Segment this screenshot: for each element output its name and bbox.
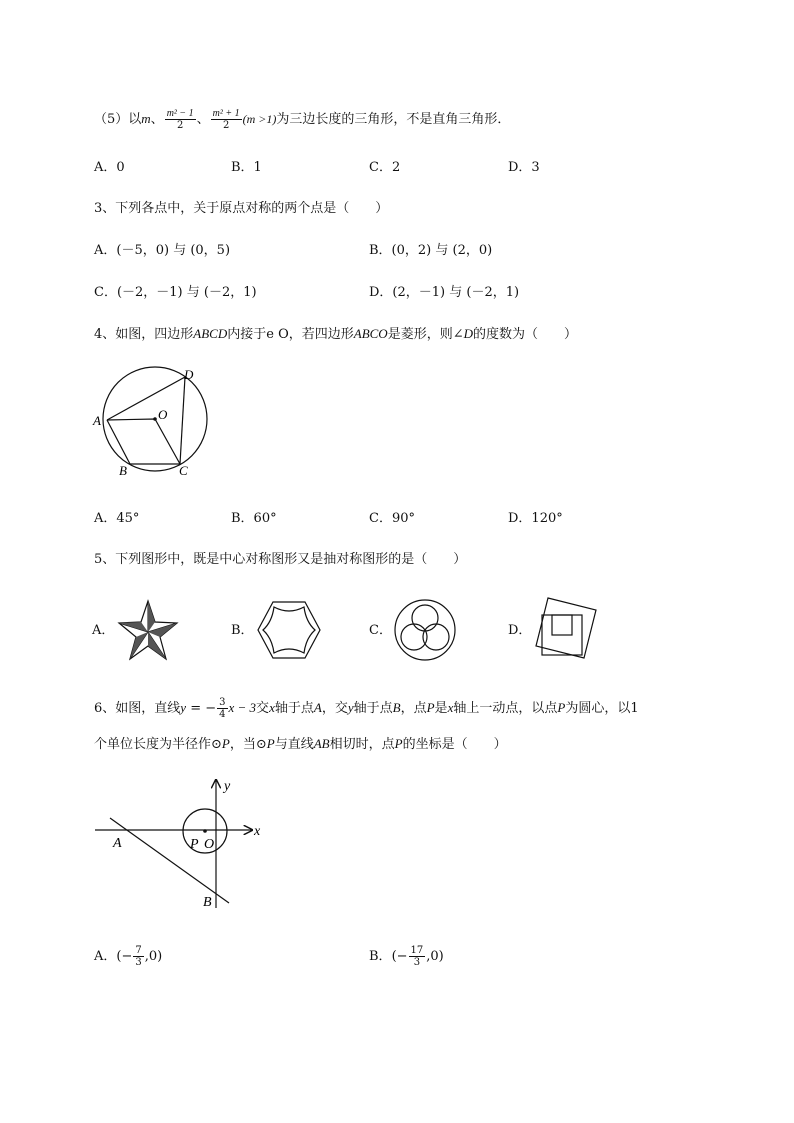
label-o: O xyxy=(158,407,168,422)
option-b-fraction xyxy=(409,945,426,968)
q6-text: 个单位长度为半径作⊙ xyxy=(94,737,222,752)
option-label: B． xyxy=(369,949,392,964)
point-p: P xyxy=(426,700,435,715)
q4-stem-part: 是菱形，则 xyxy=(387,327,453,342)
hexagon-figure[interactable] xyxy=(256,600,322,660)
q4-stem-part: ，若四边形 xyxy=(288,327,354,342)
q5-option-d-label[interactable]: D． xyxy=(508,623,532,638)
segment-dc xyxy=(180,377,185,464)
eq-y: y xyxy=(180,700,187,715)
label-c: C xyxy=(179,463,188,478)
paren-close: ,0) xyxy=(426,949,444,964)
point-a: A xyxy=(313,700,322,715)
q6-text: ，交 xyxy=(321,701,348,716)
q6-text: 轴于点 xyxy=(353,701,393,716)
var-y: y xyxy=(347,700,354,715)
q3-stem: 3、下列各点中，关于原点对称的两个点是（ ） xyxy=(94,201,389,216)
q3-option-a[interactable]: A．(－5，0) 与 (0，5) xyxy=(94,243,231,258)
point-p: P xyxy=(266,736,275,751)
label-x: x xyxy=(254,824,261,839)
q5-option-a-label[interactable]: A． xyxy=(92,623,115,638)
fraction-2 xyxy=(211,108,242,131)
q6-text: 轴于点 xyxy=(274,701,314,716)
segment-ad xyxy=(107,377,185,420)
q4-option-a[interactable]: A．45° xyxy=(94,511,140,526)
q6-text: 的坐标是（ ） xyxy=(402,737,507,752)
q2-option-a[interactable]: A．0 xyxy=(94,160,125,175)
circle-o: e O xyxy=(266,327,289,342)
paren-open: (− xyxy=(391,949,408,964)
q3-option-d[interactable]: D．(2，－1) 与 (－2，1) xyxy=(369,285,520,300)
q5-option-b-label[interactable]: B． xyxy=(231,623,254,638)
point-p: P xyxy=(394,736,403,751)
q6-text: 交 xyxy=(256,701,270,716)
option-a-fraction xyxy=(133,945,143,968)
q4-stem-part: 内接于 xyxy=(227,327,267,342)
point-b: B xyxy=(392,700,401,715)
q6-text: 轴上一动点，以点 xyxy=(453,701,558,716)
rhombus-abco xyxy=(107,419,180,464)
q4-circle-figure xyxy=(90,365,220,480)
q6-text: 为圆心，以1 xyxy=(565,701,639,716)
label-p: P xyxy=(190,837,199,852)
eq-numerator: 3 xyxy=(219,697,226,708)
fraction-1 xyxy=(165,108,196,131)
q3-option-b[interactable]: B．(0，2) 与 (2，0) xyxy=(369,243,493,258)
q6-coordinate-figure xyxy=(90,776,280,912)
q6-text: 6、如图，直线 xyxy=(94,701,181,716)
separator: 、 xyxy=(196,112,210,127)
label-b: B xyxy=(203,895,212,910)
eq-rest: x − 3 xyxy=(228,700,257,715)
quad-abco: ABCO xyxy=(353,326,388,341)
q6-stem-line2 xyxy=(94,735,507,754)
center-dot xyxy=(153,417,157,421)
label-d: D xyxy=(184,367,194,382)
numerator: 17 xyxy=(410,945,424,956)
q6-text: 与直线 xyxy=(274,737,314,752)
denominator: 3 xyxy=(135,957,142,968)
numerator: 7 xyxy=(135,945,142,956)
q5-stem: 5、下列图形中，既是中心对称图形又是抽对称图形的是（ ） xyxy=(94,552,467,567)
q4-option-c[interactable]: C．90° xyxy=(369,511,415,526)
quad-abcd: ABCD xyxy=(193,326,228,341)
fraction-2-denominator: 2 xyxy=(222,120,230,131)
q2-option-b[interactable]: B．1 xyxy=(231,160,262,175)
q6-option-a[interactable] xyxy=(94,945,162,968)
eq-fraction xyxy=(217,697,227,720)
point-p-dot xyxy=(203,829,207,833)
fraction-1-denominator: 2 xyxy=(176,120,184,131)
fraction-1-numerator: m² − 1 xyxy=(166,108,194,119)
q6-text: 相切时，点 xyxy=(329,737,395,752)
option-label: A． xyxy=(94,949,117,964)
paren-close: ,0) xyxy=(144,949,163,964)
q6-option-b[interactable] xyxy=(369,945,444,968)
q6-stem-line1 xyxy=(94,697,639,720)
star-figure[interactable] xyxy=(115,598,181,664)
label-o: O xyxy=(204,837,215,852)
label-y: y xyxy=(224,779,231,794)
q6-text: ，点 xyxy=(400,701,427,716)
circles-figure[interactable] xyxy=(393,598,457,662)
label-b: B xyxy=(119,463,127,478)
q6-text: ，当⊙ xyxy=(229,737,267,752)
var-m: m xyxy=(141,111,151,126)
label-a: A xyxy=(93,413,101,428)
q4-stem-part: 4、如图，四边形 xyxy=(94,327,194,342)
eq-denominator: 4 xyxy=(219,709,226,720)
label-a: A xyxy=(113,836,122,851)
line-ab-shape xyxy=(110,818,229,903)
point-p: P xyxy=(557,700,566,715)
q2-item5 xyxy=(94,108,510,131)
q2-item5-suffix: 为三边长度的三角形，不是直角三角形． xyxy=(276,112,511,127)
angle-d: ∠D xyxy=(452,326,473,341)
q2-option-d[interactable]: D．3 xyxy=(508,160,540,175)
condition: (m >1) xyxy=(242,112,277,126)
square-figure[interactable] xyxy=(530,596,600,664)
q3-option-c[interactable]: C．(－2，－1) 与 (－2，1) xyxy=(94,285,257,300)
paren-open: (− xyxy=(116,949,133,964)
eq-equals: = − xyxy=(186,701,217,716)
q4-option-d[interactable]: D．120° xyxy=(508,511,563,526)
separator: 、 xyxy=(150,112,164,127)
var-x: x xyxy=(447,700,454,715)
q2-option-c[interactable]: C．2 xyxy=(369,160,401,175)
fraction-2-numerator: m² + 1 xyxy=(212,108,240,119)
line-ab: AB xyxy=(313,736,330,751)
point-p: P xyxy=(221,736,230,751)
q2-item5-prefix: （5）以 xyxy=(94,112,142,127)
denominator: 3 xyxy=(413,957,421,968)
q4-stem xyxy=(94,325,577,344)
q4-option-b[interactable]: B．60° xyxy=(231,511,277,526)
q5-option-c-label[interactable]: C． xyxy=(369,623,392,638)
q6-text: 是 xyxy=(434,701,448,716)
var-x: x xyxy=(269,700,275,715)
q4-stem-part: 的度数为（ ） xyxy=(473,327,578,342)
